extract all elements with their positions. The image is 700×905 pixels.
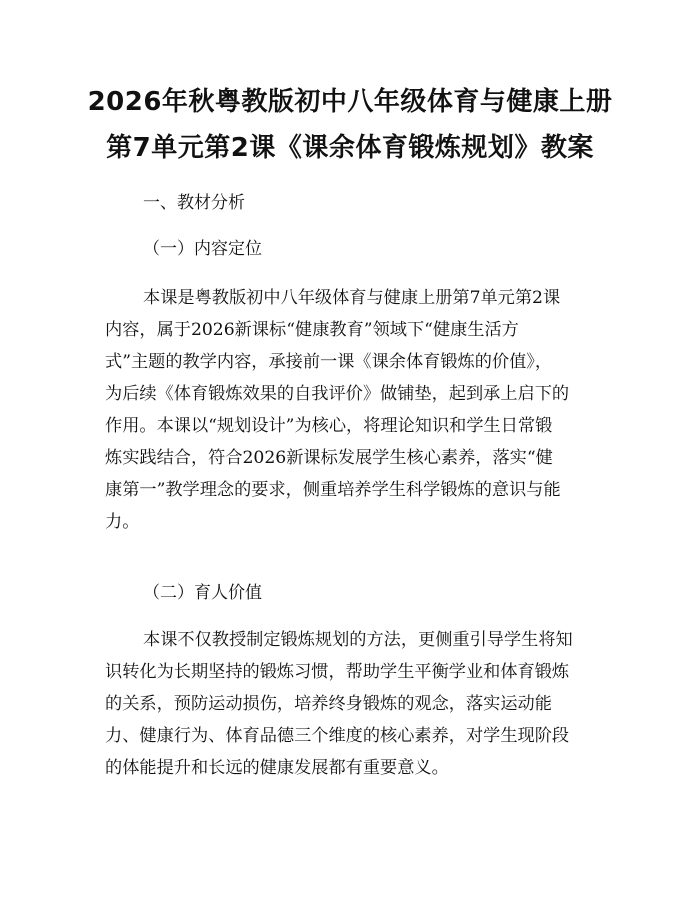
paragraph-line: 康第一”教学理念的要求，侧重培养学生科学锻炼的意识与能 (105, 480, 561, 500)
paragraph-line: 本课不仅教授制定锻炼规划的方法，更侧重引导学生将知 (143, 630, 573, 650)
section-heading-teaching-material-analysis: 一、教材分析 (143, 193, 245, 213)
paragraph-line: 作用。本课以“规划设计”为核心，将理论知识和学生日常锻 (105, 416, 553, 436)
paragraph-line: 力。 (105, 512, 140, 532)
document-title-line-1: 2026年秋粤教版初中八年级体育与健康上册 (87, 87, 613, 117)
paragraph-content-positioning (105, 282, 602, 538)
document-title-line-2: 第7单元第2课《课余体育锻炼规划》教案 (106, 133, 594, 163)
paragraph-line: 炼实践结合，符合2026新课标发展学生核心素养，落实“健 (105, 448, 553, 468)
paragraph-educational-value (105, 624, 602, 784)
paragraph-line: 内容，属于2026新课标“健康教育”领域下“健康生活方 (105, 320, 519, 340)
paragraph-line: 的体能提升和长远的健康发展都有重要意义。 (105, 758, 449, 778)
subsection-heading-educational-value: （二）育人价值 (143, 583, 262, 603)
paragraph-line: 本课是粤教版初中八年级体育与健康上册第7单元第2课 (143, 288, 561, 308)
paragraph-line: 力、健康行为、体育品德三个维度的核心素养，对学生现阶段 (105, 726, 570, 746)
subsection-heading-content-positioning: （一）内容定位 (143, 239, 262, 259)
paragraph-line: 为后续《体育锻炼效果的自我评价》做铺垫，起到承上启下的 (105, 384, 570, 404)
paragraph-line: 识转化为长期坚持的锻炼习惯，帮助学生平衡学业和体育锻炼 (105, 662, 570, 682)
paragraph-line: 的关系，预防运动损伤，培养终身锻炼的观念，落实运动能 (105, 694, 552, 714)
paragraph-line: 式”主题的教学内容，承接前一课《课余体育锻炼的价值》， (105, 352, 553, 372)
